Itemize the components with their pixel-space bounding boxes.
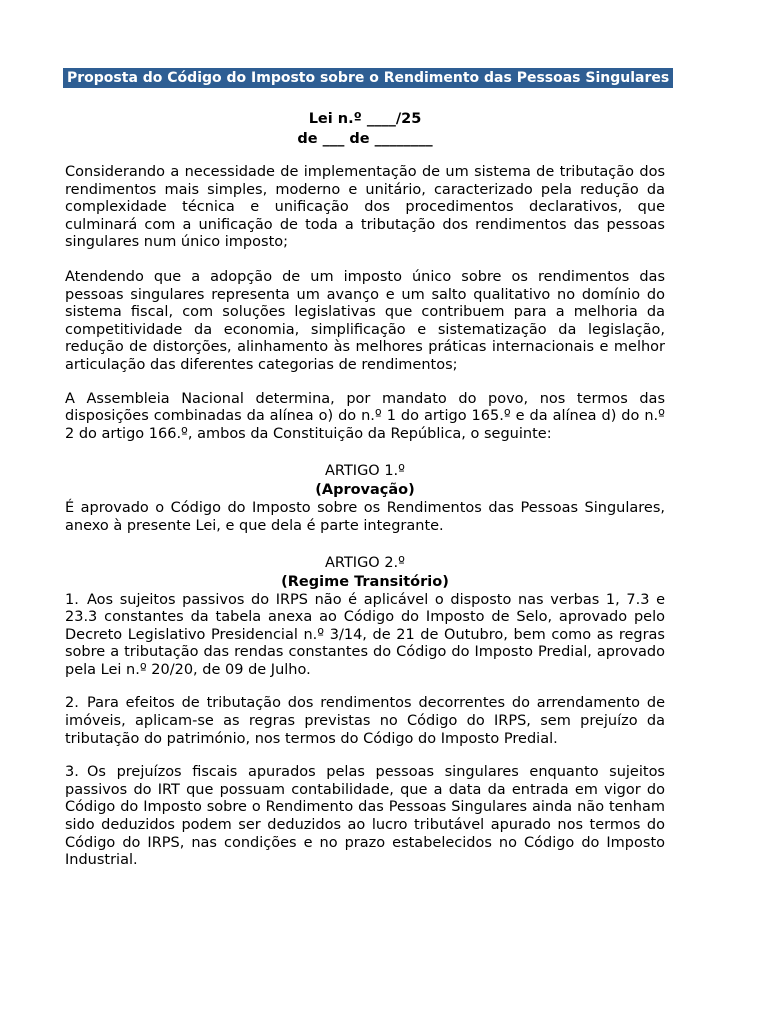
- document-page: [65, 67, 670, 870]
- document-banner-title: Proposta do Código do Imposto sobre o Rendimento das Pessoas Singulares: [63, 68, 673, 88]
- article-2-item-2: [65, 695, 665, 748]
- article-1-subtitle: (Aprovação): [315, 482, 415, 499]
- article-2-item-1: [65, 592, 665, 680]
- article-1-text: É aprovado o Código do Imposto sobre os Rendimentos das Pessoas Singulares, anexo à presente Lei, e que dela é parte integrante.: [65, 500, 665, 534]
- item-text: Os prejuízos fiscais apurados pelas pessoas singulares enquanto sujeitos passivos do IRT que possuam contabilidade, que a data da entrada em vigor do Código do Imposto sobre o Rendimento das Pessoas Singulares ainda não tenham sido deduzidos podem ser deduzidos ao lucro tributável apurado nos termos do Código do IRPS, nas condições e no prazo estabelecidos no Código do Imposto Industrial.: [65, 764, 665, 869]
- preamble-paragraph-3: A Assembleia Nacional determina, por mandato do povo, nos termos das disposições combinadas da alínea o) do n.º 1 do artigo 165.º e da alínea d) do n.º 2 do artigo 166.º, ambos da Constituição da República, o seguinte:: [65, 390, 665, 442]
- item-number: 1.: [65, 591, 79, 608]
- law-number-line: Lei n.º ____/25: [308, 111, 422, 127]
- item-number: 3.: [65, 764, 79, 781]
- article-2-title: ARTIGO 2.º: [325, 554, 405, 571]
- article-2-subtitle: (Regime Transitório): [281, 573, 449, 590]
- preamble-paragraph-1: Considerando a necessidade de implementação de um sistema de tributação dos rendimentos mais simples, moderno e unitário, caracterizado pela redução da complexidade técnica e unificação dos procedimentos declarativos, que culminará com a unificação de toda a tributação dos rendimentos das pessoas singulares num único imposto;: [65, 164, 665, 251]
- article-1-title: ARTIGO 1.º: [325, 463, 405, 480]
- preamble-paragraph-2: Atendendo que a adopção de um imposto único sobre os rendimentos das pessoas singulares representa um avanço e um salto qualitativo no domínio do sistema fiscal, com soluções legislativas que contribuem para a melhoria da competitividade da economia, simplificação e sistematização da legislação, redução de distorções, alinhamento às melhores práticas internacionais e melhor articulação das diferentes categorias de rendimentos;: [65, 268, 665, 373]
- item-number: 2.: [65, 695, 79, 712]
- item-text: Aos sujeitos passivos do IRPS não é aplicável o disposto nas verbas 1, 7.3 e 23.3 constantes da tabela anexa ao Código do Imposto de Selo, aprovado pelo Decreto Legislativo Presidencial n.º 3/14, de 21 de Outubro, bem como as regras sobre a tributação das rendas constantes do Código do Imposto Predial, aprovado pela Lei n.º 20/20, de 09 de Julho.: [65, 591, 665, 678]
- item-text: Para efeitos de tributação dos rendimentos decorrentes do arrendamento de imóveis, aplicam-se as regras previstas no Código do IRPS, sem prejuízo da tributação do património, nos termos do Código do Imposto Predial.: [65, 695, 665, 747]
- article-2-item-3: [65, 764, 665, 870]
- law-heading: [65, 109, 665, 149]
- law-date-line: de ___ de ________: [297, 131, 433, 147]
